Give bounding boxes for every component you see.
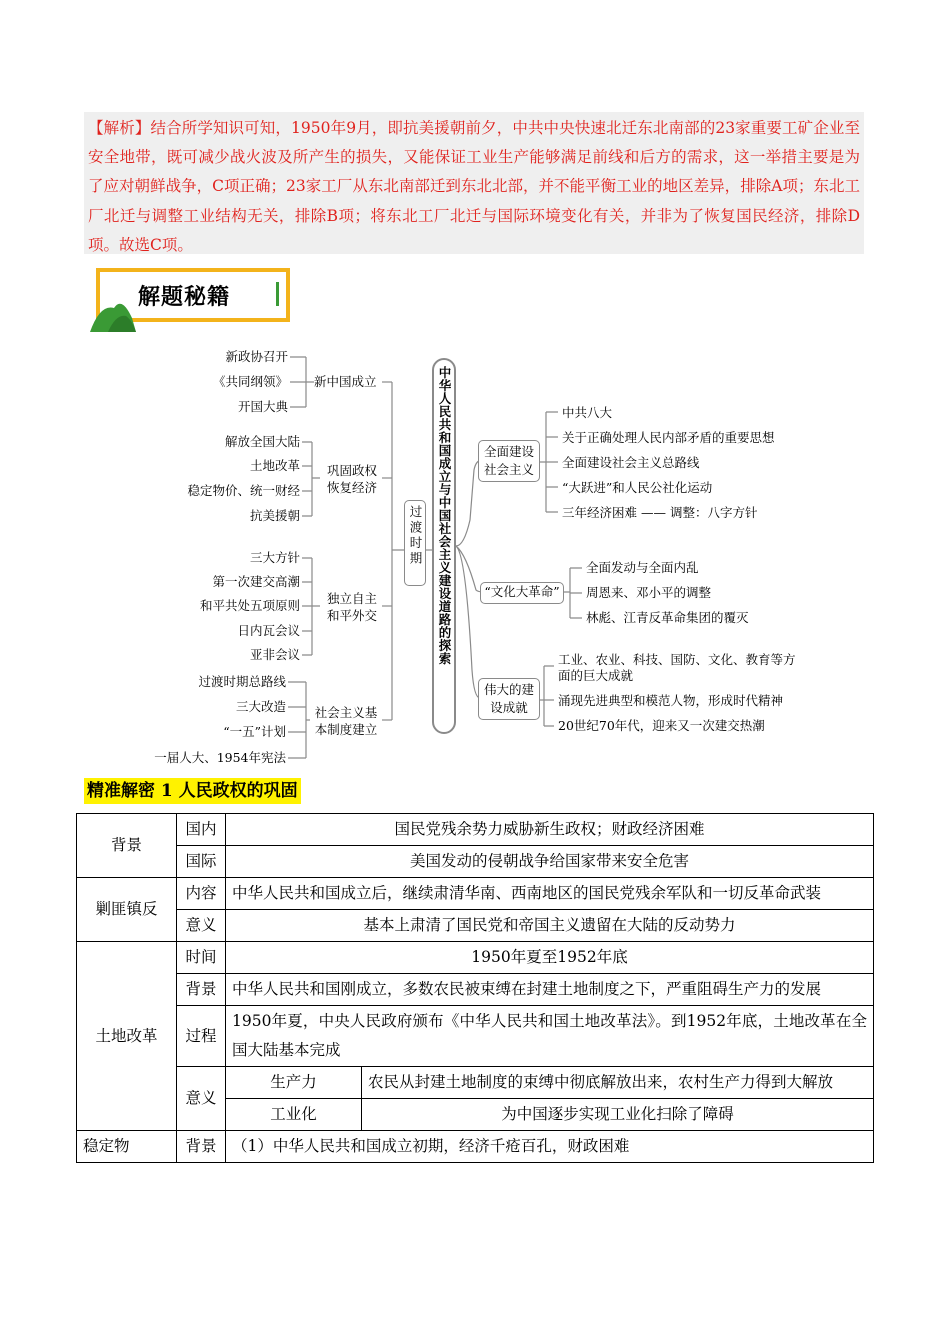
sub-label-process: 过程 bbox=[177, 1006, 226, 1067]
mm-left-3-item-4: 日内瓦会议 bbox=[237, 623, 300, 638]
mm-right-2-item-1: 全面发动与全面内乱 bbox=[586, 560, 699, 575]
row-label-bandit: 剿匪镇反 bbox=[77, 878, 177, 942]
mm-left-2-label: 巩固政权恢复经济 bbox=[326, 463, 377, 495]
mm-left-4-item-2: 三大改造 bbox=[235, 699, 286, 714]
table-row bbox=[77, 814, 874, 846]
cell-bandit-content: 中华人民共和国成立后，继续肃清华南、西南地区的国民党残余军队和一切反革命武装 bbox=[226, 878, 874, 910]
table-row bbox=[77, 1006, 874, 1067]
mm-left-4-item-4: 一届人大、1954年宪法 bbox=[154, 750, 286, 765]
cell-international: 美国发动的侵朝战争给国家带来安全危害 bbox=[226, 846, 874, 878]
banner-accent-bar bbox=[276, 282, 279, 306]
mm-right-2-label: “文化大革命” bbox=[480, 582, 564, 604]
sub-label-land-background: 背景 bbox=[177, 974, 226, 1006]
analysis-block bbox=[84, 112, 864, 254]
mm-left-4-item-1: 过渡时期总路线 bbox=[198, 674, 286, 689]
mm-left-4-label: 社会主义基本制度建立 bbox=[314, 705, 378, 737]
table-row bbox=[77, 1067, 874, 1099]
mm-left-2-item-2: 土地改革 bbox=[249, 458, 300, 473]
mm-right-1-item-1: 中共八大 bbox=[562, 405, 613, 420]
sub-label-time: 时间 bbox=[177, 942, 226, 974]
analysis-text: 【解析】结合所学知识可知，1950年9月，即抗美援朝前夕，中共中央快速北迁东北南部的23家重要工矿企业至安全地带，既可减少战火波及所产生的损失，又能保证工业生产能够满足前线和后方的需求，这一举措主要是为了应对朝鲜战争，C项正确；23家工厂从东北南部迁到东北北部，并不能平衡工业的地区差异，排除A项；东北工厂北迁与调整工业结构无关，排除B项；将东北工厂北迁与国际环境变化有关，并非为了恢复国民经济，排除D项。故选C项。 bbox=[88, 119, 860, 254]
table-row bbox=[77, 878, 874, 910]
mm-right-3-item-3: 20世纪70年代，迎来又一次建交热潮 bbox=[558, 718, 765, 733]
sub-label-industrialization: 工业化 bbox=[226, 1099, 362, 1131]
mm-right-1-item-4: “大跃进”和人民公社化运动 bbox=[562, 480, 713, 495]
mm-right-2-item-3: 林彪、江青反革命集团的覆灭 bbox=[586, 610, 749, 625]
sub-label-content: 内容 bbox=[177, 878, 226, 910]
mm-right-3-label: 伟大的建设成就 bbox=[478, 678, 540, 720]
mm-left-1-item-2: 《共同纲领》 bbox=[212, 374, 288, 389]
mm-left-1-item-1: 新政协召开 bbox=[225, 349, 288, 364]
mm-left-3-item-1: 三大方针 bbox=[249, 550, 300, 565]
tips-banner bbox=[90, 268, 296, 332]
cell-land-process: 1950年夏，中央人民政府颁布《中华人民共和国土地改革法》。到1952年底，土地改革在全国大陆基本完成 bbox=[226, 1006, 874, 1067]
table-row bbox=[77, 1131, 874, 1163]
section-heading: 精准解密 1 人民政权的巩固 bbox=[84, 778, 301, 804]
mm-left-3-item-3: 和平共处五项原则 bbox=[199, 598, 300, 613]
table-row bbox=[77, 942, 874, 974]
mm-left-2-item-1: 解放全国大陆 bbox=[224, 434, 300, 449]
mm-right-2-item-2: 周恩来、邓小平的调整 bbox=[586, 585, 712, 600]
mm-left-3-item-5: 亚非会议 bbox=[249, 647, 300, 662]
mm-left-3-label: 独立自主和平外交 bbox=[326, 591, 377, 623]
mm-right-1-item-5: 三年经济困难 —— 调整：八字方针 bbox=[562, 505, 758, 520]
cell-land-background: 中华人民共和国刚成立，多数农民被束缚在封建土地制度之下，严重阻碍生产力的发展 bbox=[226, 974, 874, 1006]
cell-land-time: 1950年夏至1952年底 bbox=[226, 942, 874, 974]
mm-left-2-item-4: 抗美援朝 bbox=[249, 508, 300, 523]
mm-left-1-label: 新中国成立 bbox=[314, 374, 377, 389]
cell-stable-background: （1）中华人民共和国成立初期，经济千疮百孔，财政困难 bbox=[226, 1131, 874, 1163]
table-row bbox=[77, 846, 874, 878]
cell-industrialization: 为中国逐步实现工业化扫除了障碍 bbox=[362, 1099, 874, 1131]
mm-right-1-label: 全面建设社会主义 bbox=[478, 440, 540, 482]
sub-label-domestic: 国内 bbox=[177, 814, 226, 846]
mindmap bbox=[130, 340, 830, 770]
banner-title: 解题秘籍 bbox=[138, 285, 231, 310]
table-row bbox=[77, 910, 874, 942]
mm-left-1-item-3: 开国大典 bbox=[237, 399, 288, 414]
row-label-land-reform: 土地改革 bbox=[77, 942, 177, 1131]
mm-left-2-item-3: 稳定物价、统一财经 bbox=[187, 483, 300, 498]
cell-domestic: 国民党残余势力威胁新生政权；财政经济困难 bbox=[226, 814, 874, 846]
table-row bbox=[77, 974, 874, 1006]
mm-left-3-item-2: 第一次建交高潮 bbox=[212, 574, 300, 589]
sub-label-land-meaning: 意义 bbox=[177, 1067, 226, 1131]
cell-bandit-meaning: 基本上肃清了国民党和帝国主义遗留在大陆的反动势力 bbox=[226, 910, 874, 942]
sub-label-international: 国际 bbox=[177, 846, 226, 878]
sub-label-meaning: 意义 bbox=[177, 910, 226, 942]
sub-label-stable-background: 背景 bbox=[177, 1131, 226, 1163]
mm-right-3-item-2: 涌现先进典型和模范人物，形成时代精神 bbox=[558, 693, 784, 708]
mm-right-1-item-2: 关于正确处理人民内部矛盾的重要思想 bbox=[562, 430, 775, 445]
mm-right-1-item-3: 全面建设社会主义总路线 bbox=[562, 455, 700, 470]
mm-root: 中华人民共和国成立与中国社会主义建设道路的探索 bbox=[432, 358, 456, 734]
content-table bbox=[76, 813, 874, 1163]
row-label-stabilize: 稳定物 bbox=[77, 1131, 177, 1163]
mm-left-stem: 过渡时期 bbox=[404, 500, 426, 586]
cell-productivity: 农民从封建土地制度的束缚中彻底解放出来，农村生产力得到大解放 bbox=[362, 1067, 874, 1099]
mm-left-4-item-3: “一五”计划 bbox=[223, 724, 286, 739]
mm-right-3-item-1: 工业、农业、科技、国防、文化、教育等方面的巨大成就 bbox=[558, 652, 796, 683]
row-label-background: 背景 bbox=[77, 814, 177, 878]
sub-label-productivity: 生产力 bbox=[226, 1067, 362, 1099]
